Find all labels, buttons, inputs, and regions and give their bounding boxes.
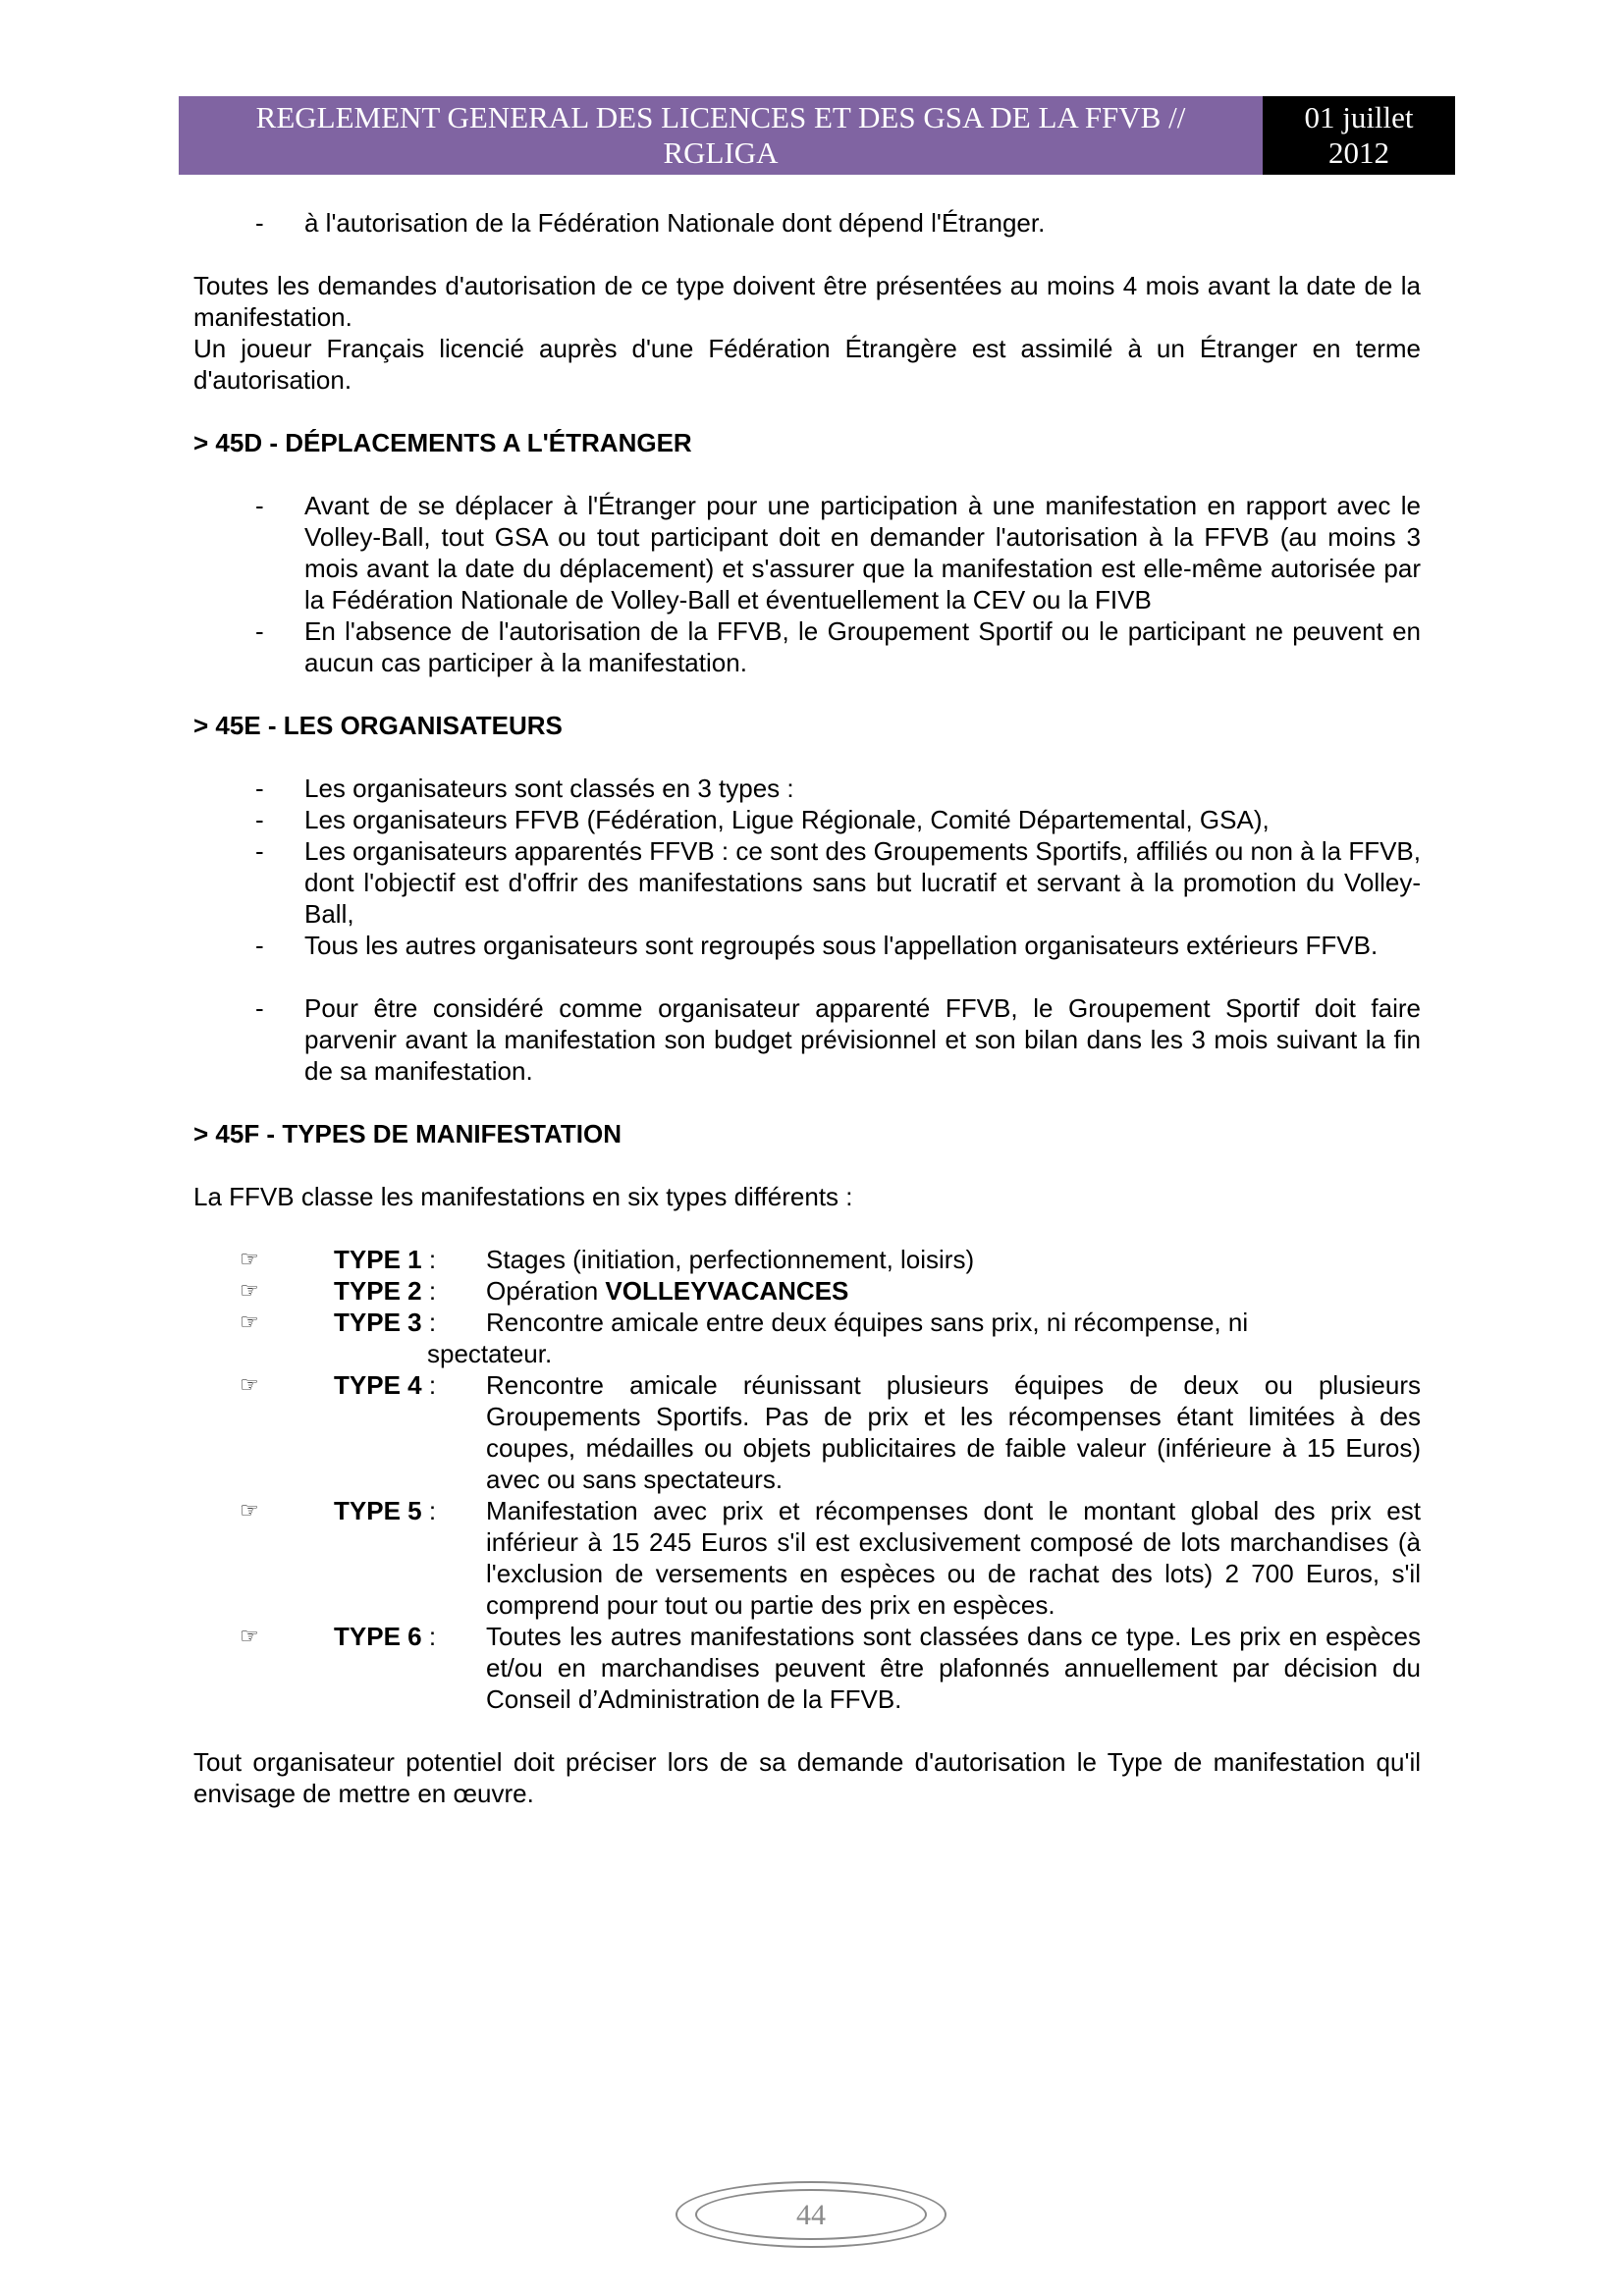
- dash-marker: -: [255, 836, 264, 866]
- list-item: [193, 773, 1421, 804]
- type-name: TYPE 5 :: [334, 1496, 437, 1525]
- list-item: [193, 615, 1421, 678]
- type-item-3: [193, 1307, 1421, 1338]
- dash-marker: -: [255, 491, 264, 520]
- type-description: Manifestation avec prix et récompenses dont le montant global des prix est inférieur à 15 245 Euros s'il est exclusivement composé de lots marchandises (à l'exclusion de versements en espèces ou de rachat des lots) 2 700 Euros, s'il comprend pour tout ou partie des prix en espèces.: [486, 1496, 1421, 1620]
- list-item-text: Avant de se déplacer à l'Étranger pour une participation à une manifestation en rapport avec le Volley-Ball, tout GSA ou tout participant doit en demander l'autorisation à la FFVB (au moins 3 mois avant la date du déplacement) et s'assurer que la manifestation est elle-même autorisée par la Fédération Nationale de Volley-Ball et éventuellement la CEV ou la FIVB: [304, 491, 1421, 614]
- page-header: [179, 96, 1455, 175]
- dash-marker: -: [255, 805, 264, 834]
- document-date-line-2: 2012: [1328, 135, 1389, 170]
- list-item: [193, 930, 1421, 961]
- type-item-4: [193, 1369, 1421, 1495]
- list-item: [193, 835, 1421, 930]
- type-description: Opération VOLLEYVACANCES: [486, 1276, 849, 1306]
- list-item: [193, 207, 1421, 239]
- list-item: [193, 804, 1421, 835]
- type-name: TYPE 1 :: [334, 1245, 437, 1274]
- bullet-list-45e: [193, 773, 1421, 961]
- type-item-5: [193, 1495, 1421, 1621]
- manifestation-types-list: [193, 1244, 1421, 1715]
- list-item-text: Pour être considéré comme organisateur apparenté FFVB, le Groupement Sportif doit faire parvenir avant la manifestation son budget prévisionnel et son bilan dans les 3 mois suivant la fin de sa manifestation.: [304, 993, 1421, 1086]
- list-item: [193, 992, 1421, 1087]
- section-heading-45d: > 45D - DÉPLACEMENTS A L'ÉTRANGER: [193, 428, 692, 457]
- type-item-2: [193, 1275, 1421, 1307]
- bullet-list-45d: [193, 490, 1421, 678]
- dash-marker: -: [255, 208, 264, 238]
- pointing-hand-icon: ☞: [240, 1498, 259, 1522]
- pointing-hand-icon: ☞: [240, 1247, 259, 1271]
- pointing-hand-icon: ☞: [240, 1624, 259, 1648]
- document-title-line-1: REGLEMENT GENERAL DES LICENCES ET DES GSA DE LA FFVB //: [255, 100, 1186, 134]
- dash-marker: -: [255, 931, 264, 960]
- type-item-6: [193, 1621, 1421, 1715]
- type-name: TYPE 2 :: [334, 1276, 437, 1306]
- dash-marker: -: [255, 616, 264, 646]
- type-name: TYPE 6 :: [334, 1622, 437, 1651]
- section-heading-45e: > 45E - LES ORGANISATEURS: [193, 711, 563, 740]
- type-item-1: [193, 1244, 1421, 1275]
- type-description: Stages (initiation, perfectionnement, loisirs): [486, 1245, 975, 1274]
- paragraph: La FFVB classe les manifestations en six types différents :: [193, 1182, 853, 1211]
- type-description: Toutes les autres manifestations sont classées dans ce type. Les prix en espèces et/ou en marchandises peuvent être plafonnés annuellement par décision du Conseil d’Administration de la FFVB.: [486, 1622, 1421, 1714]
- dash-marker: -: [255, 993, 264, 1023]
- intro-bullet-list: [193, 207, 1421, 239]
- list-item-text: Les organisateurs FFVB (Fédération, Ligue Régionale, Comité Départemental, GSA),: [304, 805, 1270, 834]
- pointing-hand-icon: ☞: [240, 1309, 259, 1334]
- dash-marker: -: [255, 774, 264, 803]
- document-title: [179, 96, 1263, 175]
- document-title-line-2: RGLIGA: [663, 135, 779, 170]
- document-date: [1263, 96, 1455, 175]
- list-item-text: En l'absence de l'autorisation de la FFVB, le Groupement Sportif ou le participant ne peuvent en aucun cas participer à la manifestation.: [304, 616, 1421, 677]
- page-body: [193, 207, 1421, 1809]
- closing-paragraph: Tout organisateur potentiel doit préciser lors de sa demande d'autorisation le Type de manifestation qu'il envisage de mettre en œuvre.: [193, 1747, 1421, 1808]
- list-item-text: à l'autorisation de la Fédération Nationale dont dépend l'Étranger.: [304, 208, 1046, 238]
- page-number: 44: [796, 2199, 826, 2231]
- section-heading-45f: > 45F - TYPES DE MANIFESTATION: [193, 1119, 622, 1148]
- pointing-hand-icon: ☞: [240, 1372, 259, 1397]
- pointing-hand-icon: ☞: [240, 1278, 259, 1303]
- paragraph: Un joueur Français licencié auprès d'une Fédération Étrangère est assimilé à un Étranger en terme d'autorisation.: [193, 334, 1421, 395]
- list-item-text: Les organisateurs sont classés en 3 types :: [304, 774, 794, 803]
- type-name: TYPE 3 :: [334, 1308, 437, 1337]
- paragraph: Toutes les demandes d'autorisation de ce type doivent être présentées au moins 4 mois avant la date de la manifestation.: [193, 271, 1421, 332]
- type-name: TYPE 4 :: [334, 1370, 437, 1400]
- type-description: Rencontre amicale réunissant plusieurs équipes de deux ou plusieurs Groupements Sportifs. Pas de prix et les récompenses étant limitées à des coupes, médailles ou objets publicitaires de faible valeur (inférieure à 15 Euros) avec ou sans spectateurs.: [486, 1370, 1421, 1494]
- list-item-text: Les organisateurs apparentés FFVB : ce sont des Groupements Sportifs, affiliés ou non à la FFVB, dont l'objectif est d'offrir des manifestations sans but lucratif et servant à la promotion du Volley-Ball,: [304, 836, 1421, 929]
- type-description: Rencontre amicale entre deux équipes sans prix, ni récompense, ni: [486, 1308, 1249, 1337]
- type-description-continued: spectateur.: [427, 1339, 553, 1368]
- volleyvacances-label: VOLLEYVACANCES: [605, 1276, 849, 1306]
- page-number-badge: [676, 2181, 947, 2248]
- list-item-text: Tous les autres organisateurs sont regroupés sous l'appellation organisateurs extérieurs FFVB.: [304, 931, 1379, 960]
- bullet-list-45e-note: [193, 992, 1421, 1087]
- document-date-line-1: 01 juillet: [1304, 100, 1414, 134]
- list-item: [193, 490, 1421, 615]
